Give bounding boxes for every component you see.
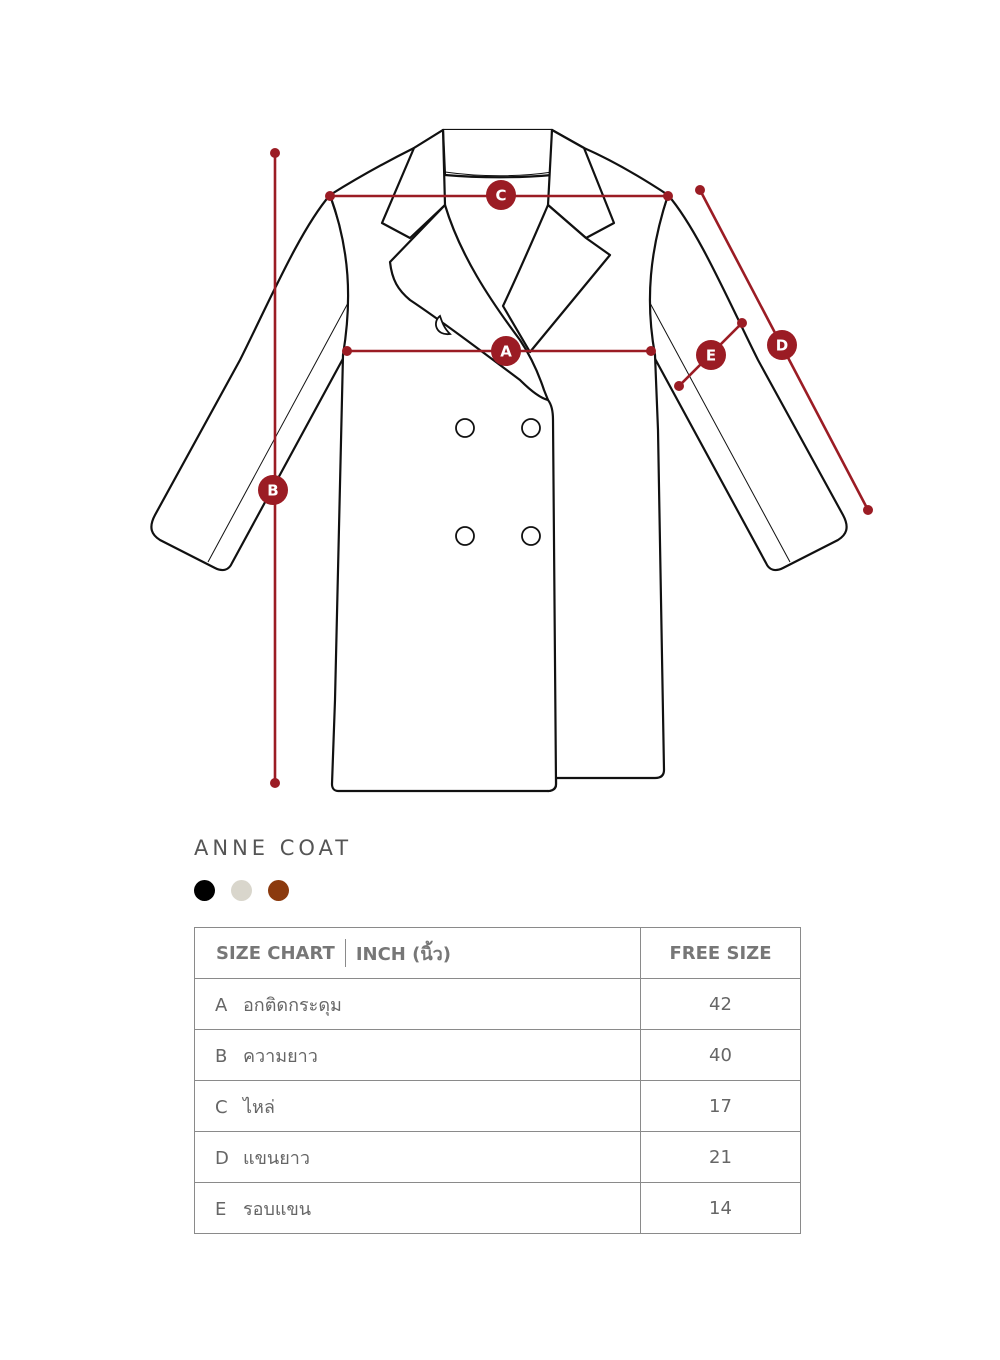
button [456, 419, 474, 437]
color-swatches [194, 880, 289, 902]
color-swatch-black[interactable] [194, 880, 215, 901]
marker-d-label: D [775, 336, 789, 355]
product-title: ANNE COAT [194, 836, 353, 860]
size-chart-unit: INCH (นิ้ว) [355, 943, 451, 965]
measurement-label-cell [195, 1183, 641, 1234]
right-sleeve [645, 195, 847, 570]
measurement-name: รอบแขน [243, 1198, 312, 1220]
measurement-name: อกติดกระดุม [243, 994, 342, 1016]
measurement-name: แขนยาว [243, 1147, 310, 1169]
size-column-header: FREE SIZE [641, 928, 801, 979]
marker-b-label: B [267, 481, 279, 500]
measurement-label-cell [195, 1081, 641, 1132]
marker-c-label: C [495, 186, 507, 205]
size-chart-header [195, 928, 641, 979]
measurement-code: D [215, 1147, 229, 1169]
button [456, 527, 474, 545]
measurement-label-cell [195, 1132, 641, 1183]
coat-body [330, 130, 668, 791]
measurement-value: 42 [641, 979, 801, 1030]
measurement-value: 40 [641, 1030, 801, 1081]
measurement-code: A [215, 994, 228, 1016]
button [522, 419, 540, 437]
size-chart-title: SIZE CHART [216, 942, 335, 964]
color-swatch-cream[interactable] [231, 880, 252, 901]
header-divider [345, 939, 346, 967]
size-chart-table [194, 927, 801, 1234]
table-row [195, 1132, 801, 1183]
measurement-code: B [215, 1045, 228, 1067]
table-row [195, 1030, 801, 1081]
table-row [195, 979, 801, 1030]
measurement-code: C [215, 1096, 228, 1118]
button [522, 527, 540, 545]
color-swatch-brown[interactable] [268, 880, 289, 901]
table-row [195, 1081, 801, 1132]
marker-e-label: E [705, 346, 717, 365]
measurement-value: 14 [641, 1183, 801, 1234]
left-sleeve [151, 195, 353, 570]
neck-band [443, 130, 552, 177]
size-chart-header-row [195, 928, 801, 979]
measurement-label-cell [195, 1030, 641, 1081]
marker-a-label: A [500, 342, 512, 361]
measurement-name: ความยาว [243, 1045, 318, 1067]
measurement-value: 21 [641, 1132, 801, 1183]
measurement-name: ไหล่ [243, 1096, 275, 1118]
table-row [195, 1183, 801, 1234]
measurement-code: E [215, 1198, 227, 1220]
measurement-value: 17 [641, 1081, 801, 1132]
measurement-label-cell [195, 979, 641, 1030]
